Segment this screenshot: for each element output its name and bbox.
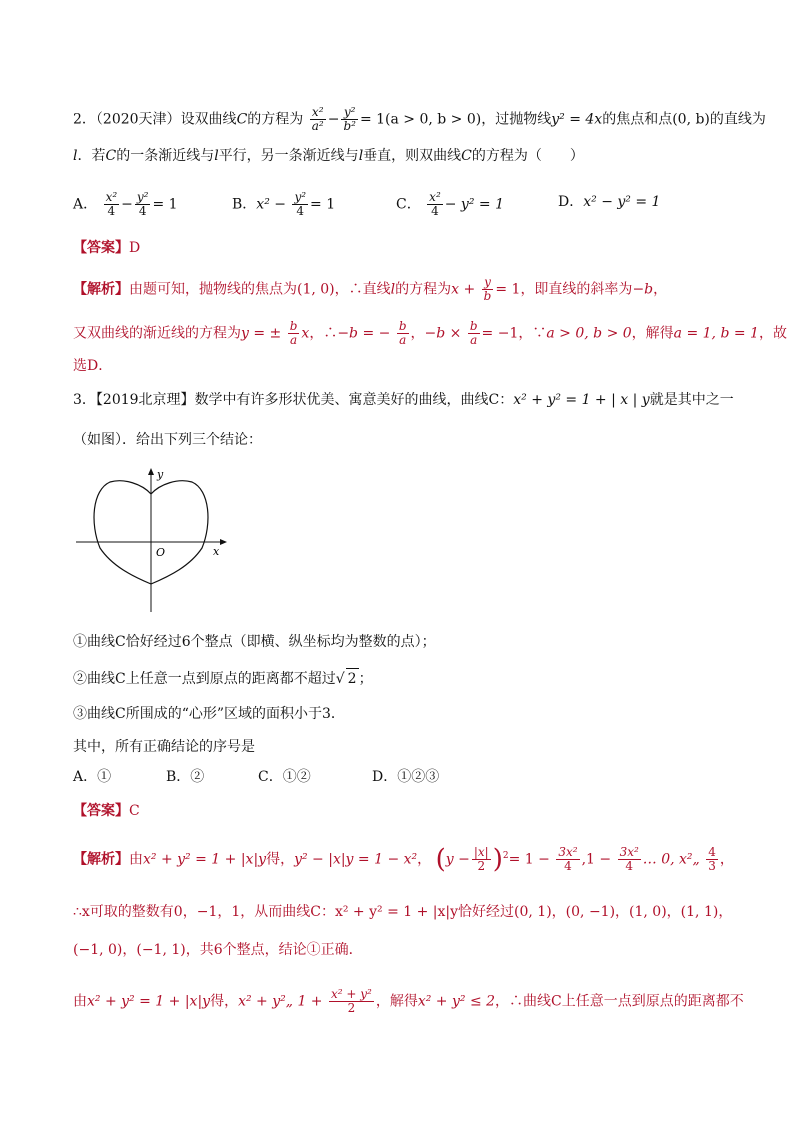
- q2-option-b: [232, 191, 335, 218]
- text: 平行，另一条渐近线与: [218, 148, 359, 164]
- option-label: D．: [558, 194, 584, 210]
- fraction: $\frac{\text{y²}}{\text{b²}}$: [343, 105, 356, 133]
- text: 由: [129, 851, 143, 868]
- text: 数学中有许多形状优美、寓意美好的曲线，曲线C：: [194, 392, 514, 408]
- q3-conclusion-2: ②曲线C上任意一点到原点的距离都不超过√ 2 ；: [73, 668, 373, 689]
- q3-answer: [73, 801, 140, 821]
- text: ∴x可取的整数有0，−1，1，从而曲线C：x² + y² = 1 + |x|y恰好经过(0, 1)，(0, −1)，(1, 0)，(1, 1)，: [73, 904, 733, 920]
- math: C: [461, 148, 472, 164]
- math: C: [105, 148, 117, 164]
- fraction: $\frac{\text{3x²}}{4}$: [558, 845, 578, 874]
- q2-analysis-line2: [73, 320, 787, 347]
- text: ；: [358, 671, 373, 687]
- q2-source: （2020天津）: [95, 111, 181, 128]
- math: y −: [445, 851, 470, 868]
- text: ，∴直线: [334, 281, 391, 298]
- math: x² + y² ≤ 2: [417, 993, 496, 1010]
- text: ，故: [758, 325, 787, 342]
- q2-text: 的焦点和点: [602, 111, 673, 128]
- fraction: $\frac{\text{y²}}{4}$: [136, 190, 149, 218]
- text: ，: [417, 851, 432, 868]
- option-text: C．①②: [258, 769, 311, 785]
- fraction: $\frac{\text{x²}}{4}$: [429, 190, 441, 218]
- text: ，: [410, 325, 425, 342]
- q2-option-a: A． $\frac{\text{x²}}{4}$ − $\frac{\text{y²}}{4}$ = 1: [73, 190, 178, 218]
- q3-line1: [73, 390, 734, 410]
- text: 垂直，则双曲线: [363, 148, 462, 164]
- math: = 1: [152, 196, 178, 213]
- math: = 1(a > 0, b > 0): [359, 111, 482, 128]
- q3-source: 【2019北京理】: [95, 392, 195, 408]
- math: −b = −: [337, 325, 391, 342]
- math: x² + y² = 1 + |x|y: [143, 851, 267, 868]
- math: y² = 4x: [551, 111, 603, 128]
- fraction: $\frac{4}{3}$: [708, 845, 716, 874]
- text: ②曲线C上任意一点到原点的距离都不超过: [73, 671, 336, 687]
- q2-text: ，过抛物线: [481, 111, 552, 128]
- q3-ask: [73, 737, 255, 757]
- fraction: $\frac{\text{x²}}{4}$: [105, 190, 118, 218]
- q3-analysis-line2: [73, 902, 732, 922]
- q2-text: 的方程为: [247, 111, 304, 128]
- math: ,1 −: [581, 851, 612, 868]
- x-label: x: [213, 545, 220, 558]
- q2-option-d: [558, 191, 660, 211]
- text: ．若: [77, 148, 106, 164]
- text: 就是其中之一: [649, 392, 734, 408]
- math: x: [301, 325, 310, 342]
- math: (0, b): [672, 111, 710, 128]
- text: (−1, 0)，(−1, 1)，共6个整点，结论①正确．: [73, 942, 363, 958]
- math: −b ×: [424, 325, 462, 342]
- q3-analysis-line1: 【解析】由x² + y² = 1 + |x|y得，y² − |x|y = 1 − x²， (y − $\frac{|x|}{2}$ )$^2$= 1 − $\frac{\text{3x²}}{4}$ ,1 − $\frac{\text{3x²}}{4}$ … 0, x²„ $\frac{4}{3}$ ，: [73, 844, 734, 875]
- fraction: $\frac{y}{b}$: [483, 275, 492, 303]
- fraction: $\frac{\text{x² + y²}}{2}$: [330, 987, 372, 1015]
- math: l: [390, 281, 396, 298]
- math: 2: [346, 668, 359, 689]
- math: y = ±: [241, 325, 282, 342]
- q3-option-a: [73, 766, 111, 786]
- q3-option-b: [166, 766, 204, 786]
- text: （如图）．给出下列三个结论：: [73, 432, 262, 448]
- math: = 1 −: [508, 851, 550, 868]
- math: = 1: [310, 196, 336, 213]
- answer-value: C: [129, 803, 140, 819]
- text: ，∴: [309, 325, 338, 342]
- text: 的方程为: [395, 281, 452, 298]
- option-label: C．: [396, 196, 421, 213]
- y-label: y: [157, 468, 164, 481]
- q2-analysis-line3: [73, 356, 112, 376]
- fraction: $\frac{b}{a}$: [289, 319, 298, 347]
- text: ，∵: [518, 325, 547, 342]
- math: x² − y² = 1: [583, 194, 661, 210]
- text: 得，: [266, 851, 295, 868]
- math: l: [73, 148, 78, 164]
- option-label: A．: [73, 196, 98, 213]
- fraction: $\frac{|x|}{2}$: [473, 845, 489, 874]
- answer-tag: 【答案】: [73, 240, 129, 256]
- text: ，即直线的斜率为: [520, 281, 633, 298]
- fraction: $\frac{b}{a}$: [469, 319, 478, 347]
- text: 的方程为（ ）: [471, 148, 584, 164]
- math: … 0, x²„: [642, 851, 700, 868]
- analysis-tag: 【解析】: [73, 851, 129, 868]
- math: l: [214, 148, 219, 164]
- q3-option-c: [258, 766, 311, 786]
- text: ①曲线C恰好经过6个整点（即横、纵坐标均为整数的点）；: [73, 634, 436, 650]
- text: 得，: [210, 993, 239, 1010]
- math: −b: [632, 281, 654, 298]
- math: x² + y² = 1 + | x | y: [513, 392, 650, 408]
- q2-number: 2．: [73, 111, 96, 128]
- text: 由题可知，抛物线的焦点为: [129, 281, 297, 298]
- math: x² −: [256, 196, 286, 213]
- math: x² + y² = 1 + |x|y: [87, 993, 211, 1010]
- fraction: $\frac{b}{a}$: [398, 319, 407, 347]
- math: a > 0, b > 0: [546, 325, 632, 342]
- q2-option-c: [396, 191, 504, 218]
- math: = −1: [481, 325, 519, 342]
- q3-conclusion-3: [73, 704, 345, 724]
- option-text: D．①②③: [372, 769, 440, 785]
- q3-option-d: [372, 766, 439, 786]
- text: ，: [719, 851, 734, 868]
- fraction: $\frac{\text{x²}}{\text{a²}}$: [311, 105, 324, 133]
- math: − y² = 1: [444, 196, 504, 213]
- text: 又双曲线的渐近线的方程为: [73, 325, 241, 342]
- option-text: B．②: [166, 769, 205, 785]
- q3-analysis-line3: [73, 940, 363, 960]
- math: a = 1, b = 1: [673, 325, 759, 342]
- q3-analysis-line4: [73, 988, 744, 1015]
- option-label: B．: [232, 196, 257, 213]
- text: ，解得: [375, 993, 418, 1010]
- q2-text: 设双曲线: [180, 111, 237, 128]
- text: 的一条渐近线与: [116, 148, 215, 164]
- q3-number: 3．: [73, 392, 96, 408]
- text: ，解得: [631, 325, 674, 342]
- q2-answer: [73, 238, 140, 258]
- fraction: $\frac{\text{3x²}}{4}$: [619, 845, 639, 874]
- fraction: $\frac{\text{y²}}{4}$: [294, 190, 307, 218]
- text: ，∴曲线C上任意一点到原点的距离都不: [495, 993, 744, 1010]
- option-text: A．①: [73, 769, 112, 785]
- x-axis-arrow: [220, 539, 227, 545]
- q2-line2: [73, 146, 584, 166]
- q2-line1: 2．（2020天津）设双曲线C的方程为 $\frac{\text{x²}}{\text{a²}}$ − $\frac{\text{y²}}{\text{b²}}$ = 1(a > 0, b > 0)，过抛物线y² = 4x的焦点和点(0, b)的直线为: [73, 105, 766, 133]
- text: ③曲线C所围成的“心形”区域的面积小于3．: [73, 706, 345, 722]
- math: x +: [451, 281, 476, 298]
- answer-tag: 【答案】: [73, 803, 129, 819]
- q3-line2: [73, 430, 262, 450]
- q2-text: 的直线为: [709, 111, 766, 128]
- q3-conclusion-1: [73, 632, 436, 652]
- heart-curve-figure: [72, 466, 232, 618]
- q2-analysis-line1: [73, 276, 667, 303]
- math: l: [358, 148, 364, 164]
- math: x² + y²„ 1 +: [238, 993, 323, 1010]
- math: = 1: [495, 281, 521, 298]
- text: 选D．: [73, 358, 113, 374]
- text: ，: [653, 281, 668, 298]
- math: y² − |x|y = 1 − x²: [294, 851, 418, 868]
- analysis-tag: 【解析】: [73, 281, 129, 298]
- y-axis-arrow: [148, 468, 154, 475]
- math: (1, 0): [297, 281, 335, 298]
- text: 其中，所有正确结论的序号是: [73, 739, 255, 755]
- text: 由: [73, 993, 87, 1010]
- answer-value: D: [129, 240, 141, 256]
- q2-var: C: [236, 111, 248, 128]
- origin-label: O: [156, 546, 166, 559]
